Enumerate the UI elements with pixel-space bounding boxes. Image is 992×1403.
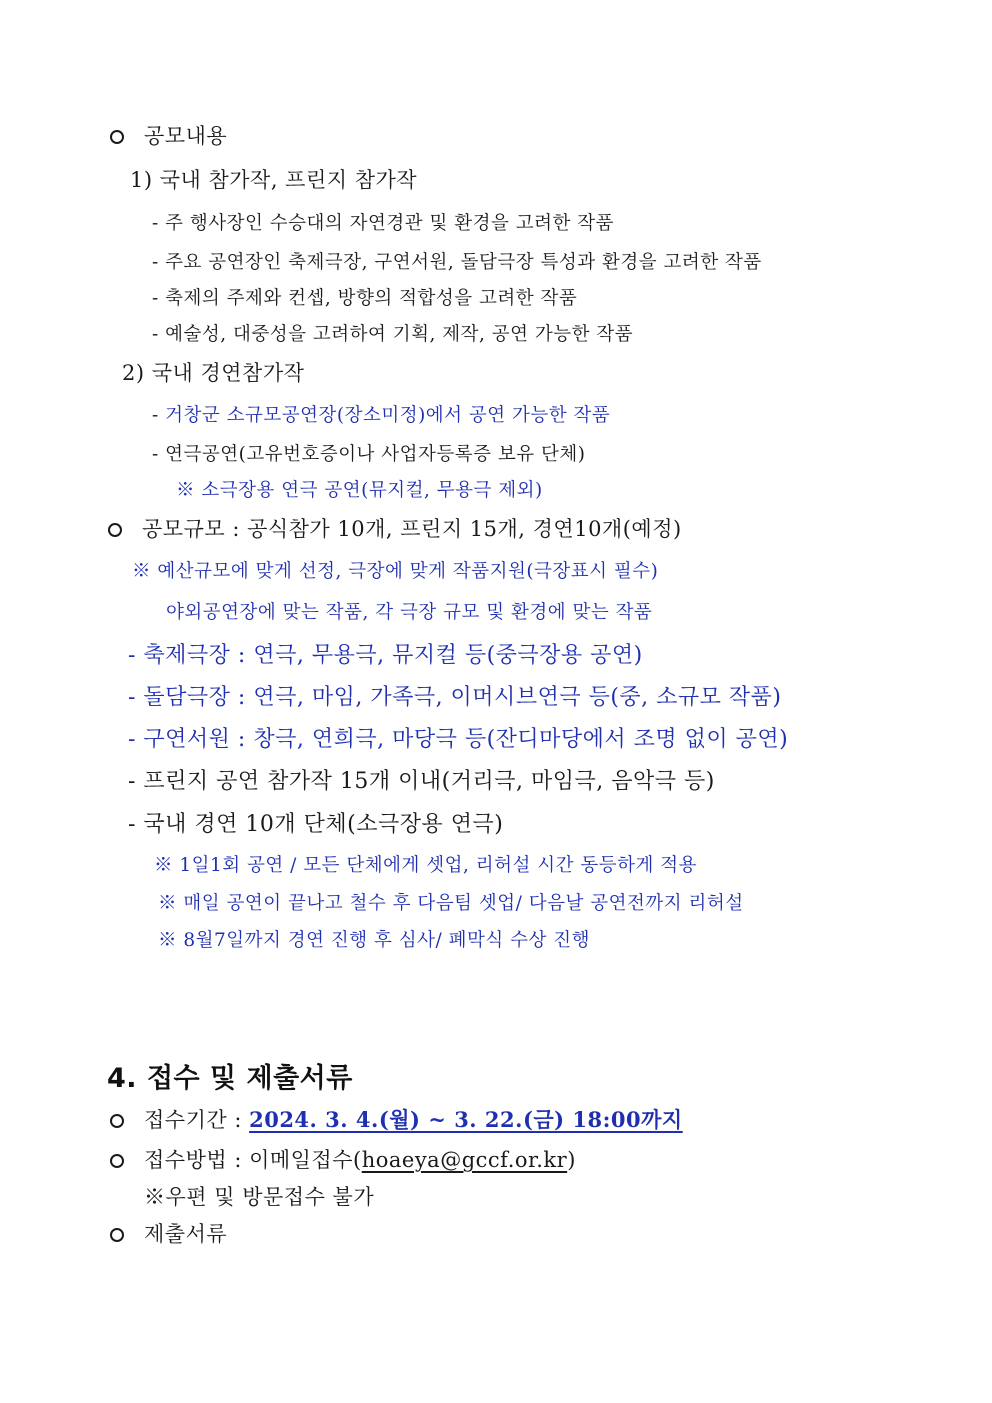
item1-bullet-1: - 주 행사장인 수승대의 자연경관 및 환경을 고려한 작품 xyxy=(152,213,614,234)
circle-bullet-icon xyxy=(110,1154,124,1168)
item1-bullet-2: - 주요 공연장인 축제극장, 구연서원, 돌담극장 특성과 환경을 고려한 작품 xyxy=(152,252,762,273)
item2-bullet-1 xyxy=(152,401,610,427)
circle-bullet-icon xyxy=(110,130,124,144)
contest-note-3: ※ 8월7일까지 경연 진행 후 심사/ 폐막식 수상 진행 xyxy=(158,930,590,951)
method-note: ※우편 및 방문접수 불가 xyxy=(144,1185,375,1209)
circle-bullet-icon xyxy=(110,1228,124,1242)
scale-section-title xyxy=(108,513,682,543)
item1-heading: 1) 국내 참가작, 프린지 참가작 xyxy=(130,168,418,192)
scale-note-1: ※ 예산규모에 맞게 선정, 극장에 맞게 작품지원(극장표시 필수) xyxy=(132,561,659,582)
contest-note-1: ※ 1일1회 공연 / 모든 단체에게 셋업, 리허설 시간 동등하게 적용 xyxy=(154,855,697,876)
content-title-text: 공모내용 xyxy=(144,124,228,148)
period-row xyxy=(110,1104,683,1134)
method-row xyxy=(110,1144,576,1174)
item2-bullet-2: - 연극공연(고유번호증이나 사업자등록증 보유 단체) xyxy=(152,444,586,465)
section-4-heading: 4. 접수 및 제출서류 xyxy=(107,1063,353,1094)
item2-note: ※ 소극장용 연극 공연(뮤지컬, 무용극 제외) xyxy=(176,480,543,501)
email-link[interactable]: hoaeya@gccf.or.kr xyxy=(361,1148,568,1172)
documents-label: 제출서류 xyxy=(144,1222,228,1246)
item2-bullet-1-text: 거창군 소규모공연장(장소미정)에서 공연 가능한 작품 xyxy=(165,405,611,426)
scale-note-2: 야외공연장에 맞는 작품, 각 극장 규모 및 환경에 맞는 작품 xyxy=(166,602,653,623)
item1-bullet-4: - 예술성, 대중성을 고려하여 기획, 제작, 공연 가능한 작품 xyxy=(152,324,634,345)
period-value: 2024. 3. 4.(월) ~ 3. 22.(금) 18:00까지 xyxy=(249,1107,683,1132)
item1-bullet-3: - 축제의 주제와 컨셉, 방향의 적합성을 고려한 작품 xyxy=(152,288,578,309)
fringe-entries: - 프린지 공연 참가작 15개 이내(거리극, 마임극, 음악극 등) xyxy=(128,769,715,794)
venue-guyeon-seowon: - 구연서원 : 창극, 연희극, 마당극 등(잔디마당에서 조명 없이 공연) xyxy=(128,727,789,752)
documents-row xyxy=(110,1218,227,1248)
item2-heading: 2) 국내 경연참가작 xyxy=(122,361,305,385)
circle-bullet-icon xyxy=(110,1114,124,1128)
period-label: 접수기간 : xyxy=(144,1108,242,1132)
venue-festival-theater: - 축제극장 : 연극, 무용극, 뮤지컬 등(중극장용 공연) xyxy=(128,643,643,668)
scale-title-text: 공모규모 : 공식참가 10개, 프린지 15개, 경연10개(예정) xyxy=(142,517,682,541)
contest-note-2: ※ 매일 공연이 끝나고 철수 후 다음팀 셋업/ 다음날 공연전까지 리허설 xyxy=(158,893,744,914)
method-close: ) xyxy=(567,1148,576,1172)
item2-bullet-1-dash: - xyxy=(152,405,166,426)
contest-entries: - 국내 경연 10개 단체(소극장용 연극) xyxy=(128,812,504,837)
circle-bullet-icon xyxy=(108,523,122,537)
content-section-title xyxy=(110,120,227,150)
venue-doldam-theater: - 돌담극장 : 연극, 마임, 가족극, 이머시브연극 등(중, 소규모 작품) xyxy=(128,685,782,710)
method-label: 접수방법 : 이메일접수( xyxy=(144,1148,362,1172)
